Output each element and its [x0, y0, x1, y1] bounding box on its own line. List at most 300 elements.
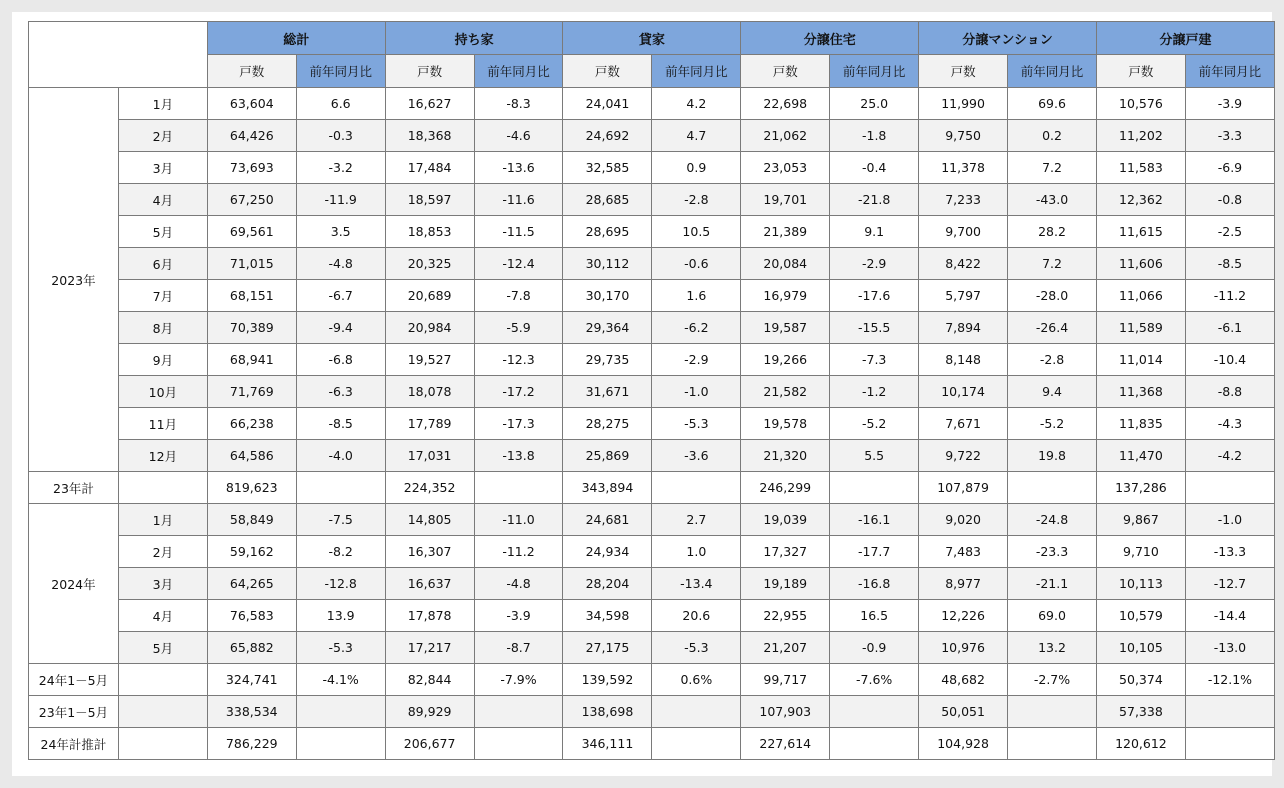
- yoy-cell: 10.5: [652, 216, 741, 248]
- count-cell: 19,587: [741, 312, 830, 344]
- yoy-cell: -17.6: [830, 280, 919, 312]
- table-header: [29, 22, 1275, 88]
- yoy-cell: 9.4: [1008, 376, 1097, 408]
- count-cell: 59,162: [207, 536, 296, 568]
- count-cell: 17,878: [385, 600, 474, 632]
- section-label: 24年計推計: [29, 728, 119, 760]
- count-cell: 107,879: [919, 472, 1008, 504]
- yoy-cell: -4.8: [474, 568, 563, 600]
- count-cell: 11,606: [1096, 248, 1185, 280]
- yoy-cell: 4.2: [652, 88, 741, 120]
- month-cell: 8月: [118, 312, 207, 344]
- sub-header-count: 戸数: [207, 55, 296, 88]
- count-cell: 24,934: [563, 536, 652, 568]
- count-cell: 22,955: [741, 600, 830, 632]
- count-cell: 20,325: [385, 248, 474, 280]
- table-row: [29, 664, 1275, 696]
- yoy-cell: 20.6: [652, 600, 741, 632]
- yoy-cell: -8.5: [296, 408, 385, 440]
- count-cell: 10,174: [919, 376, 1008, 408]
- count-cell: 21,207: [741, 632, 830, 664]
- count-cell: 138,698: [563, 696, 652, 728]
- count-cell: 21,320: [741, 440, 830, 472]
- count-cell: 22,698: [741, 88, 830, 120]
- yoy-cell: -43.0: [1008, 184, 1097, 216]
- count-cell: 58,849: [207, 504, 296, 536]
- yoy-cell: -11.9: [296, 184, 385, 216]
- table-card: [12, 12, 1272, 776]
- section-label: 2024年: [29, 504, 119, 664]
- count-cell: 10,576: [1096, 88, 1185, 120]
- count-cell: 28,204: [563, 568, 652, 600]
- yoy-cell: -8.3: [474, 88, 563, 120]
- count-cell: 819,623: [207, 472, 296, 504]
- count-cell: 17,484: [385, 152, 474, 184]
- table-row: [29, 440, 1275, 472]
- yoy-cell: -2.5: [1185, 216, 1274, 248]
- yoy-cell: -2.7%: [1008, 664, 1097, 696]
- yoy-cell: -4.0: [296, 440, 385, 472]
- group-header: 総計: [207, 22, 385, 55]
- group-header: 貸家: [563, 22, 741, 55]
- count-cell: 27,175: [563, 632, 652, 664]
- yoy-cell: 0.6%: [652, 664, 741, 696]
- month-cell: [118, 728, 207, 760]
- count-cell: 99,717: [741, 664, 830, 696]
- yoy-cell: [830, 696, 919, 728]
- count-cell: 10,579: [1096, 600, 1185, 632]
- count-cell: 69,561: [207, 216, 296, 248]
- yoy-cell: -3.3: [1185, 120, 1274, 152]
- count-cell: 10,113: [1096, 568, 1185, 600]
- count-cell: 8,422: [919, 248, 1008, 280]
- yoy-cell: 7.2: [1008, 152, 1097, 184]
- yoy-cell: -3.6: [652, 440, 741, 472]
- section-label: 23年1－5月: [29, 696, 119, 728]
- yoy-cell: -1.0: [1185, 504, 1274, 536]
- month-cell: 7月: [118, 280, 207, 312]
- count-cell: 64,265: [207, 568, 296, 600]
- table-row: [29, 536, 1275, 568]
- yoy-cell: -5.3: [652, 408, 741, 440]
- count-cell: 50,051: [919, 696, 1008, 728]
- table-row: [29, 376, 1275, 408]
- month-cell: [118, 664, 207, 696]
- count-cell: 11,014: [1096, 344, 1185, 376]
- count-cell: 10,105: [1096, 632, 1185, 664]
- count-cell: 71,015: [207, 248, 296, 280]
- yoy-cell: [1185, 472, 1274, 504]
- yoy-cell: -11.2: [474, 536, 563, 568]
- count-cell: 9,867: [1096, 504, 1185, 536]
- count-cell: 104,928: [919, 728, 1008, 760]
- month-cell: 4月: [118, 184, 207, 216]
- sub-header-count: 戸数: [1096, 55, 1185, 88]
- yoy-cell: 0.9: [652, 152, 741, 184]
- yoy-cell: -2.8: [1008, 344, 1097, 376]
- sub-header-yoy: 前年同月比: [474, 55, 563, 88]
- table-row: [29, 248, 1275, 280]
- count-cell: 346,111: [563, 728, 652, 760]
- yoy-cell: -6.3: [296, 376, 385, 408]
- count-cell: 31,671: [563, 376, 652, 408]
- count-cell: 137,286: [1096, 472, 1185, 504]
- yoy-cell: [1008, 696, 1097, 728]
- count-cell: 17,327: [741, 536, 830, 568]
- yoy-cell: -28.0: [1008, 280, 1097, 312]
- yoy-cell: 9.1: [830, 216, 919, 248]
- count-cell: 28,695: [563, 216, 652, 248]
- count-cell: 64,586: [207, 440, 296, 472]
- yoy-cell: [830, 728, 919, 760]
- count-cell: 89,929: [385, 696, 474, 728]
- count-cell: 21,582: [741, 376, 830, 408]
- count-cell: 17,789: [385, 408, 474, 440]
- yoy-cell: -6.9: [1185, 152, 1274, 184]
- group-header: 分譲マンション: [919, 22, 1097, 55]
- yoy-cell: [652, 728, 741, 760]
- count-cell: 14,805: [385, 504, 474, 536]
- table-row: [29, 504, 1275, 536]
- yoy-cell: -7.5: [296, 504, 385, 536]
- table-body: [29, 88, 1275, 760]
- count-cell: 11,066: [1096, 280, 1185, 312]
- count-cell: 28,685: [563, 184, 652, 216]
- table-row: [29, 280, 1275, 312]
- yoy-cell: -4.6: [474, 120, 563, 152]
- yoy-cell: -4.8: [296, 248, 385, 280]
- count-cell: 65,882: [207, 632, 296, 664]
- count-cell: 9,750: [919, 120, 1008, 152]
- count-cell: 11,368: [1096, 376, 1185, 408]
- yoy-cell: -16.8: [830, 568, 919, 600]
- month-cell: 9月: [118, 344, 207, 376]
- count-cell: 19,578: [741, 408, 830, 440]
- yoy-cell: -8.7: [474, 632, 563, 664]
- count-cell: 57,338: [1096, 696, 1185, 728]
- yoy-cell: -1.0: [652, 376, 741, 408]
- yoy-cell: -11.6: [474, 184, 563, 216]
- yoy-cell: -6.1: [1185, 312, 1274, 344]
- yoy-cell: -7.3: [830, 344, 919, 376]
- yoy-cell: 16.5: [830, 600, 919, 632]
- yoy-cell: -7.6%: [830, 664, 919, 696]
- month-cell: 2月: [118, 536, 207, 568]
- month-cell: 3月: [118, 152, 207, 184]
- count-cell: 50,374: [1096, 664, 1185, 696]
- yoy-cell: -11.5: [474, 216, 563, 248]
- count-cell: 7,671: [919, 408, 1008, 440]
- count-cell: 30,112: [563, 248, 652, 280]
- month-cell: 12月: [118, 440, 207, 472]
- yoy-cell: -17.7: [830, 536, 919, 568]
- yoy-cell: -15.5: [830, 312, 919, 344]
- month-cell: [118, 696, 207, 728]
- count-cell: 23,053: [741, 152, 830, 184]
- table-row: [29, 88, 1275, 120]
- yoy-cell: -13.0: [1185, 632, 1274, 664]
- count-cell: 206,677: [385, 728, 474, 760]
- count-cell: 11,615: [1096, 216, 1185, 248]
- count-cell: 11,589: [1096, 312, 1185, 344]
- yoy-cell: -24.8: [1008, 504, 1097, 536]
- table-row: [29, 600, 1275, 632]
- yoy-cell: -0.3: [296, 120, 385, 152]
- month-cell: [118, 472, 207, 504]
- section-label: 23年計: [29, 472, 119, 504]
- yoy-cell: 28.2: [1008, 216, 1097, 248]
- housing-starts-table: [28, 21, 1275, 760]
- yoy-cell: 0.2: [1008, 120, 1097, 152]
- yoy-cell: [296, 696, 385, 728]
- yoy-cell: -17.3: [474, 408, 563, 440]
- month-cell: 1月: [118, 504, 207, 536]
- count-cell: 139,592: [563, 664, 652, 696]
- group-header-row: [29, 22, 1275, 55]
- count-cell: 63,604: [207, 88, 296, 120]
- yoy-cell: -2.9: [652, 344, 741, 376]
- yoy-cell: -13.3: [1185, 536, 1274, 568]
- count-cell: 11,583: [1096, 152, 1185, 184]
- yoy-cell: [1185, 728, 1274, 760]
- yoy-cell: [296, 728, 385, 760]
- table-row: [29, 408, 1275, 440]
- table-row: [29, 568, 1275, 600]
- table-row: [29, 216, 1275, 248]
- yoy-cell: -3.9: [474, 600, 563, 632]
- yoy-cell: -8.5: [1185, 248, 1274, 280]
- yoy-cell: -4.2: [1185, 440, 1274, 472]
- count-cell: 24,692: [563, 120, 652, 152]
- yoy-cell: -5.3: [296, 632, 385, 664]
- count-cell: 11,835: [1096, 408, 1185, 440]
- sub-header-yoy: 前年同月比: [1008, 55, 1097, 88]
- sub-header-yoy: 前年同月比: [652, 55, 741, 88]
- yoy-cell: 2.7: [652, 504, 741, 536]
- section-label: 2023年: [29, 88, 119, 472]
- count-cell: 9,700: [919, 216, 1008, 248]
- yoy-cell: -5.2: [830, 408, 919, 440]
- count-cell: 19,527: [385, 344, 474, 376]
- table-row: [29, 696, 1275, 728]
- yoy-cell: -12.4: [474, 248, 563, 280]
- count-cell: 11,990: [919, 88, 1008, 120]
- yoy-cell: -0.4: [830, 152, 919, 184]
- count-cell: 12,226: [919, 600, 1008, 632]
- count-cell: 324,741: [207, 664, 296, 696]
- month-cell: 11月: [118, 408, 207, 440]
- sub-header-yoy: 前年同月比: [296, 55, 385, 88]
- count-cell: 19,189: [741, 568, 830, 600]
- yoy-cell: -0.9: [830, 632, 919, 664]
- yoy-cell: -5.9: [474, 312, 563, 344]
- yoy-cell: [1185, 696, 1274, 728]
- count-cell: 16,979: [741, 280, 830, 312]
- count-cell: 73,693: [207, 152, 296, 184]
- month-cell: 3月: [118, 568, 207, 600]
- yoy-cell: -0.8: [1185, 184, 1274, 216]
- month-cell: 6月: [118, 248, 207, 280]
- yoy-cell: -17.2: [474, 376, 563, 408]
- yoy-cell: -8.8: [1185, 376, 1274, 408]
- month-cell: 5月: [118, 632, 207, 664]
- count-cell: 9,722: [919, 440, 1008, 472]
- table-row: [29, 312, 1275, 344]
- yoy-cell: 5.5: [830, 440, 919, 472]
- month-cell: 10月: [118, 376, 207, 408]
- yoy-cell: -0.6: [652, 248, 741, 280]
- count-cell: 71,769: [207, 376, 296, 408]
- count-cell: 7,894: [919, 312, 1008, 344]
- yoy-cell: -2.9: [830, 248, 919, 280]
- yoy-cell: [830, 472, 919, 504]
- count-cell: 7,233: [919, 184, 1008, 216]
- count-cell: 8,977: [919, 568, 1008, 600]
- yoy-cell: -5.2: [1008, 408, 1097, 440]
- yoy-cell: 7.2: [1008, 248, 1097, 280]
- count-cell: 9,710: [1096, 536, 1185, 568]
- sub-header-row: [29, 55, 1275, 88]
- count-cell: 19,266: [741, 344, 830, 376]
- count-cell: 76,583: [207, 600, 296, 632]
- count-cell: 21,062: [741, 120, 830, 152]
- group-header: 持ち家: [385, 22, 563, 55]
- yoy-cell: -14.4: [1185, 600, 1274, 632]
- count-cell: 107,903: [741, 696, 830, 728]
- count-cell: 11,202: [1096, 120, 1185, 152]
- yoy-cell: 6.6: [296, 88, 385, 120]
- yoy-cell: -4.1%: [296, 664, 385, 696]
- table-row: [29, 152, 1275, 184]
- yoy-cell: -4.3: [1185, 408, 1274, 440]
- yoy-cell: -12.1%: [1185, 664, 1274, 696]
- count-cell: 5,797: [919, 280, 1008, 312]
- yoy-cell: -12.7: [1185, 568, 1274, 600]
- yoy-cell: 4.7: [652, 120, 741, 152]
- yoy-cell: 1.6: [652, 280, 741, 312]
- table-row: [29, 472, 1275, 504]
- month-cell: 4月: [118, 600, 207, 632]
- yoy-cell: -12.3: [474, 344, 563, 376]
- table-row: [29, 184, 1275, 216]
- count-cell: 16,637: [385, 568, 474, 600]
- count-cell: 227,614: [741, 728, 830, 760]
- count-cell: 18,078: [385, 376, 474, 408]
- yoy-cell: -9.4: [296, 312, 385, 344]
- count-cell: 20,984: [385, 312, 474, 344]
- count-cell: 21,389: [741, 216, 830, 248]
- sub-header-count: 戸数: [919, 55, 1008, 88]
- yoy-cell: -10.4: [1185, 344, 1274, 376]
- yoy-cell: -6.8: [296, 344, 385, 376]
- section-label: 24年1－5月: [29, 664, 119, 696]
- yoy-cell: 25.0: [830, 88, 919, 120]
- yoy-cell: -7.8: [474, 280, 563, 312]
- count-cell: 20,689: [385, 280, 474, 312]
- table-row: [29, 728, 1275, 760]
- yoy-cell: [474, 728, 563, 760]
- sub-header-count: 戸数: [563, 55, 652, 88]
- yoy-cell: 69.6: [1008, 88, 1097, 120]
- count-cell: 16,627: [385, 88, 474, 120]
- yoy-cell: -1.2: [830, 376, 919, 408]
- count-cell: 32,585: [563, 152, 652, 184]
- yoy-cell: -12.8: [296, 568, 385, 600]
- yoy-cell: [474, 472, 563, 504]
- count-cell: 24,681: [563, 504, 652, 536]
- count-cell: 66,238: [207, 408, 296, 440]
- yoy-cell: [474, 696, 563, 728]
- count-cell: 11,470: [1096, 440, 1185, 472]
- count-cell: 24,041: [563, 88, 652, 120]
- corner-cell: [29, 22, 208, 88]
- yoy-cell: -3.2: [296, 152, 385, 184]
- yoy-cell: 69.0: [1008, 600, 1097, 632]
- yoy-cell: -2.8: [652, 184, 741, 216]
- count-cell: 19,701: [741, 184, 830, 216]
- count-cell: 29,735: [563, 344, 652, 376]
- month-cell: 5月: [118, 216, 207, 248]
- yoy-cell: -13.6: [474, 152, 563, 184]
- yoy-cell: [652, 696, 741, 728]
- count-cell: 224,352: [385, 472, 474, 504]
- count-cell: 786,229: [207, 728, 296, 760]
- count-cell: 18,368: [385, 120, 474, 152]
- count-cell: 64,426: [207, 120, 296, 152]
- count-cell: 28,275: [563, 408, 652, 440]
- count-cell: 30,170: [563, 280, 652, 312]
- month-cell: 1月: [118, 88, 207, 120]
- count-cell: 120,612: [1096, 728, 1185, 760]
- yoy-cell: -11.2: [1185, 280, 1274, 312]
- yoy-cell: -6.2: [652, 312, 741, 344]
- yoy-cell: -5.3: [652, 632, 741, 664]
- count-cell: 18,853: [385, 216, 474, 248]
- yoy-cell: -16.1: [830, 504, 919, 536]
- count-cell: 343,894: [563, 472, 652, 504]
- count-cell: 68,941: [207, 344, 296, 376]
- yoy-cell: 13.9: [296, 600, 385, 632]
- yoy-cell: -26.4: [1008, 312, 1097, 344]
- yoy-cell: [296, 472, 385, 504]
- count-cell: 8,148: [919, 344, 1008, 376]
- count-cell: 17,031: [385, 440, 474, 472]
- yoy-cell: 3.5: [296, 216, 385, 248]
- count-cell: 67,250: [207, 184, 296, 216]
- table-row: [29, 120, 1275, 152]
- count-cell: 11,378: [919, 152, 1008, 184]
- sub-header-count: 戸数: [741, 55, 830, 88]
- count-cell: 34,598: [563, 600, 652, 632]
- count-cell: 9,020: [919, 504, 1008, 536]
- yoy-cell: -23.3: [1008, 536, 1097, 568]
- month-cell: 2月: [118, 120, 207, 152]
- sub-header-count: 戸数: [385, 55, 474, 88]
- yoy-cell: 13.2: [1008, 632, 1097, 664]
- table-row: [29, 632, 1275, 664]
- yoy-cell: -8.2: [296, 536, 385, 568]
- yoy-cell: [1008, 728, 1097, 760]
- count-cell: 68,151: [207, 280, 296, 312]
- table-row: [29, 344, 1275, 376]
- yoy-cell: 19.8: [1008, 440, 1097, 472]
- yoy-cell: -21.8: [830, 184, 919, 216]
- count-cell: 12,362: [1096, 184, 1185, 216]
- yoy-cell: [1008, 472, 1097, 504]
- count-cell: 16,307: [385, 536, 474, 568]
- yoy-cell: -13.4: [652, 568, 741, 600]
- yoy-cell: [652, 472, 741, 504]
